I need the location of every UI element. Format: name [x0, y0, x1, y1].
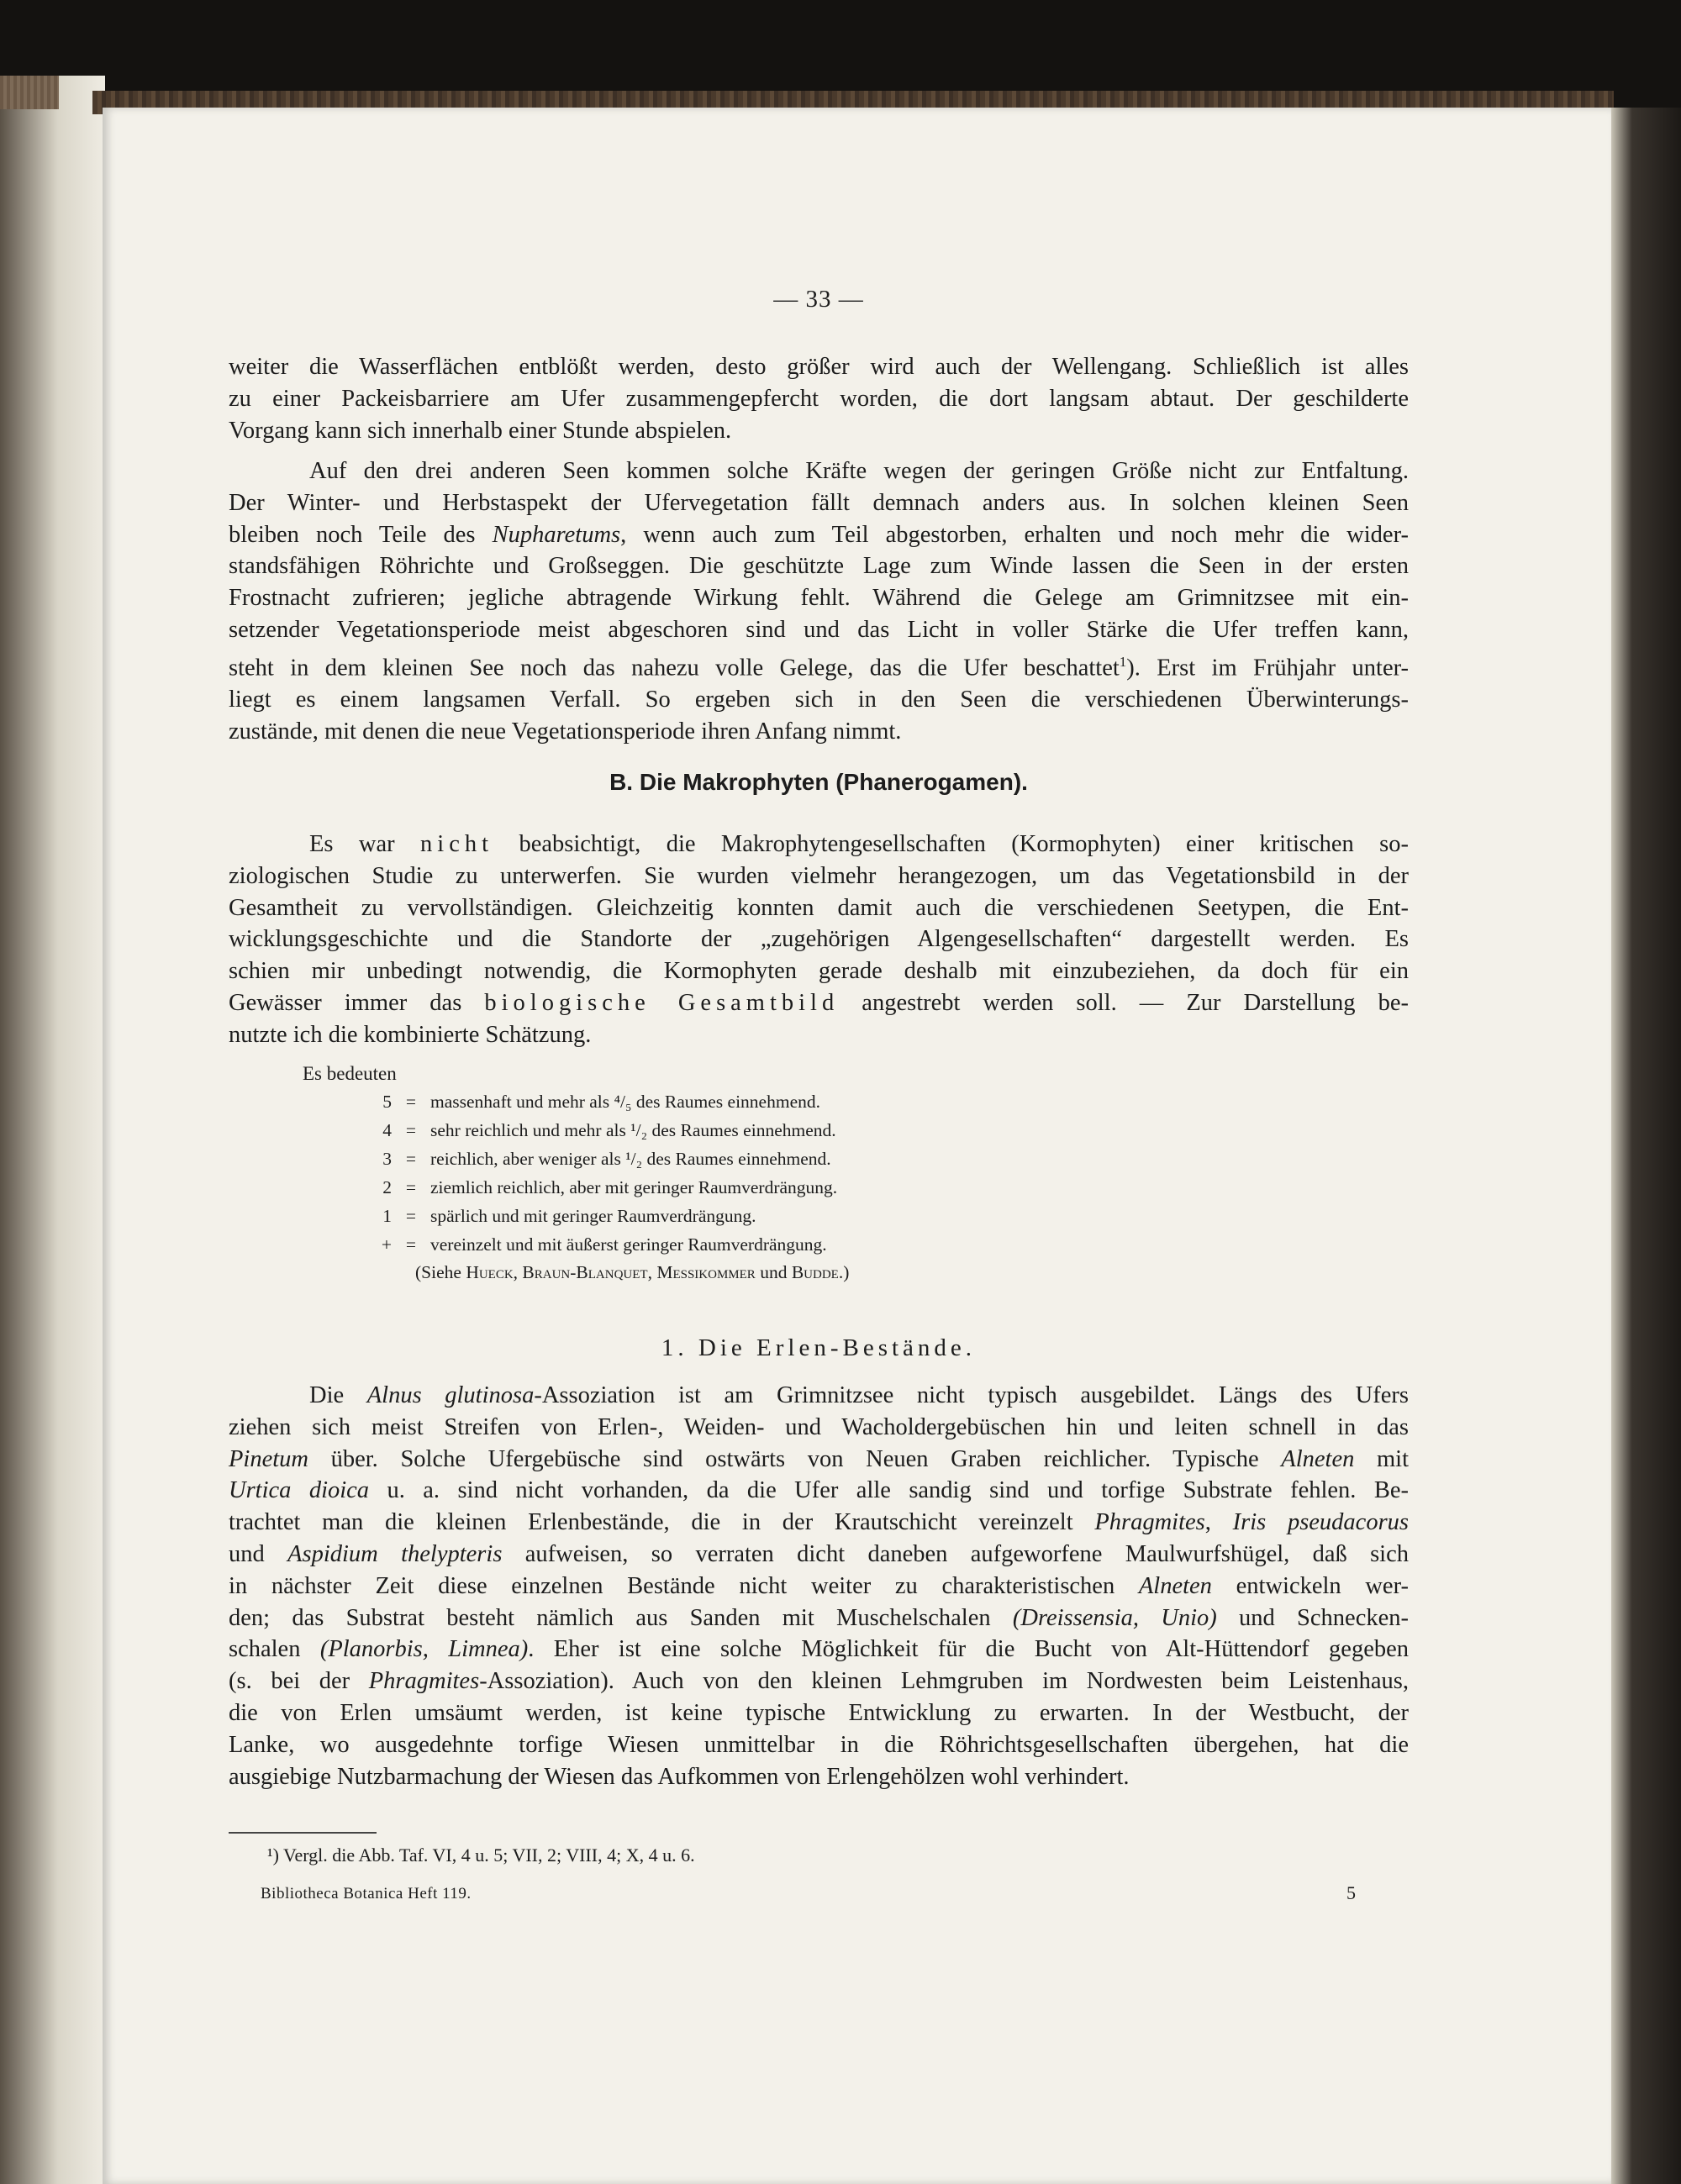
paragraph-line: [229, 1602, 1409, 1634]
legend-text: reichlich, aber weniger als ¹/₂ des Raumes einnehmend.: [430, 1149, 831, 1169]
italic-term: (Planorbis, Limnea): [319, 1636, 529, 1663]
text-run: . Eher ist eine solche Möglichkeit für die Bucht von Alt-Hüttendorf gegeben: [528, 1636, 1409, 1663]
document-page: [103, 108, 1611, 2184]
legend-equals: =: [405, 1234, 417, 1255]
book-cover-cloth: [0, 76, 59, 109]
page-number: — 33 —: [773, 286, 864, 313]
text-run: und: [755, 1262, 792, 1282]
paragraph-line: zu einer Packeisbarriere am Ufer zusammengepfercht worden, die dort langsam abtaut. Der geschilderte: [229, 385, 1409, 412]
paragraph-line: Frostnacht zufrieren; jegliche abtragende Wirkung fehlt. Während die Gelege am Grimnitzsee mit ein-: [229, 585, 1409, 612]
legend-text: vereinzelt und mit äußerst geringer Raumverdrängung.: [430, 1234, 827, 1255]
paragraph-line: ziehen sich meist Streifen von Erlen-, Weiden- und Wacholdergebüschen hin und leiten schnell in das: [229, 1413, 1409, 1440]
emphasis-spaced: biologische Gesamtbild: [484, 989, 840, 1016]
text-run: .): [838, 1262, 850, 1282]
paragraph-line: liegt es einem langsamen Verfall. So ergeben sich in den Seen die verschiedenen Überwinterungs-: [229, 687, 1409, 713]
text-run: angestrebt werden soll. — Zur Darstellung be-: [839, 989, 1409, 1016]
paragraph-line: wicklungsgeschichte und die Standorte der „zugehörigen Algengesellschaften“ dargestellt werden. Es: [229, 926, 1409, 953]
italic-term: Alneten: [1281, 1445, 1355, 1472]
footer-signature: 5: [1346, 1882, 1356, 1903]
text-run: steht in dem kleinen See noch das nahezu volle Gelege, das die Ufer beschattet: [229, 655, 1120, 682]
section-heading-1: 1. Die Erlen-Bestände.: [661, 1334, 977, 1361]
paragraph-line: [229, 987, 1409, 1019]
footnote-divider: [229, 1832, 377, 1834]
legend-source: [415, 1262, 849, 1283]
text-run: ). Erst im Frühjahr unter-: [1126, 655, 1409, 682]
text-run: entwickeln wer-: [1211, 1572, 1409, 1599]
italic-term: Urtica dioica: [229, 1477, 370, 1504]
text-run: Es war: [309, 831, 421, 857]
text-run: beabsichtigt, die Makrophytengesellschaften (Kormophyten) einer kritischen so-: [493, 831, 1409, 857]
legend-row: [372, 1202, 756, 1230]
paragraph-line: setzender Vegetationsperiode meist abgeschoren sind und das Licht in voller Stärke die Ufer treffen kann,: [229, 616, 1409, 643]
paragraph-line: nutzte ich die kombinierte Schätzung.: [229, 1021, 592, 1048]
legend-equals: =: [405, 1177, 417, 1197]
footer-series: Bibliotheca Botanica Heft 119.: [261, 1885, 472, 1902]
author-names: Hueck, Braun-Blanquet, Messikommer: [466, 1262, 756, 1282]
paragraph-line: Der Winter- und Herbstaspekt der Ufervegetation fällt demnach anders aus. In solchen kleinen Seen: [229, 489, 1409, 516]
emphasis-spaced: nicht: [420, 831, 494, 857]
text-run: u. a. sind nicht vorhanden, da die Ufer alle sandig sind und torfige Substrate fehlen. Be-: [369, 1477, 1409, 1504]
footnote-ref: 1: [1119, 653, 1127, 670]
paragraph-line: [229, 519, 1409, 551]
paragraph-line: [229, 1571, 1409, 1602]
text-run: bleiben noch Teile des: [229, 521, 493, 548]
italic-term: Alneten: [1138, 1572, 1212, 1599]
italic-term: Aspidium thelypteris: [287, 1540, 503, 1567]
paragraph-line: standsfähigen Röhrichte und Großseggen. Die geschützte Lage zum Winde lassen die Seen in der ersten: [229, 553, 1409, 580]
legend-key: 3: [382, 1149, 392, 1169]
paragraph-4: [229, 1380, 1409, 1792]
legend-text: ziemlich reichlich, aber mit geringer Raumverdrängung.: [430, 1177, 838, 1197]
legend-equals: =: [405, 1206, 417, 1226]
legend-equals: =: [405, 1092, 417, 1112]
paragraph-line: Gesamtheit zu vervollständigen. Gleichzeitig konnten damit auch die verschiedenen Seetypen, die Ent-: [229, 894, 1409, 921]
paragraph-3: [229, 829, 1409, 1051]
footnote-text: Vergl. die Abb. Taf. VI, 4 u. 5; VII, 2; VIII, 4; X, 4 u. 6.: [278, 1845, 695, 1866]
author-name: Budde: [791, 1262, 839, 1282]
text-run: ,: [1204, 1509, 1233, 1536]
paragraph-line: Lanke, wo ausgedehnte torfige Wiesen unmittelbar in die Röhrichtsgesellschaften übergehen, hat die: [229, 1731, 1409, 1758]
legend-text: sehr reichlich und mehr als ¹/₂ des Raumes einnehmend.: [430, 1120, 836, 1140]
italic-term: Phragmites: [1094, 1509, 1205, 1536]
italic-term: (Dreissensia, Unio): [1012, 1604, 1217, 1631]
footnote: [267, 1845, 1447, 1866]
legend-text: spärlich und mit geringer Raumverdrängung.: [430, 1206, 756, 1226]
paragraph-line: ausgiebige Nutzbarmachung der Wiesen das Aufkommen von Erlengehölzen wohl verhindert.: [229, 1763, 1130, 1790]
legend-row: [372, 1087, 820, 1116]
text-run: mit: [1354, 1445, 1409, 1472]
italic-term: Nupharetums: [492, 521, 621, 548]
text-run: über. Solche Ufergebüsche sind ostwärts von Neuen Graben reichlicher. Typische: [308, 1445, 1282, 1472]
paragraph-line: [229, 1444, 1409, 1476]
legend-key: +: [381, 1234, 392, 1255]
italic-term: Pinetum: [229, 1445, 308, 1472]
paragraph-line: schien mir unbedingt notwendig, die Kormophyten gerade deshalb mit einzubeziehen, da doch für ein: [229, 958, 1409, 985]
legend-key: 2: [382, 1177, 392, 1197]
book-spine-left: [0, 76, 105, 2184]
text-run: und Schnecken-: [1216, 1604, 1409, 1631]
paragraph-1: [229, 351, 1409, 446]
legend-row: [372, 1173, 837, 1202]
text-run: und: [229, 1540, 288, 1567]
legend-equals: =: [405, 1149, 417, 1169]
text-run: den; das Substrat besteht nämlich aus Sanden mit Muschelschalen: [229, 1604, 1013, 1631]
legend-intro: Es bedeuten: [303, 1063, 397, 1084]
paragraph-line: [229, 1507, 1409, 1539]
paragraph-line: [229, 646, 1409, 684]
paragraph-line: [229, 829, 1409, 860]
section-heading-b: B. Die Makrophyten (Phanerogamen).: [609, 769, 1028, 795]
paragraph-line: [229, 1634, 1409, 1666]
legend-row: [372, 1145, 831, 1173]
legend-row: [372, 1230, 827, 1259]
paragraph-line: Auf den drei anderen Seen kommen solche Kräfte wegen der geringen Größe nicht zur Entfaltung.: [309, 458, 1409, 484]
legend-equals: =: [405, 1120, 417, 1140]
paragraph-line: [229, 1539, 1409, 1571]
text-run: Die: [309, 1382, 367, 1408]
footnote-marker: ¹): [267, 1845, 279, 1866]
text-run: -Assoziation). Auch von den kleinen Lehmgruben im Nordwesten beim Leistenhaus,: [479, 1668, 1409, 1695]
text-run: (s. bei der: [229, 1668, 369, 1695]
italic-term: Alnus glutinosa: [366, 1382, 535, 1408]
text-run: Gewässer immer das: [229, 989, 485, 1016]
text-run: , wenn auch zum Teil abgestorben, erhalten und noch mehr die wider-: [620, 521, 1409, 548]
paragraph-line: zustände, mit denen die neue Vegetationsperiode ihren Anfang nimmt.: [229, 718, 902, 745]
text-run: (Siehe: [415, 1262, 466, 1282]
italic-term: Phragmites: [368, 1668, 480, 1695]
paragraph-line: ziologischen Studie zu unterwerfen. Sie wurden vielmehr herangezogen, um das Vegetationsbild in der: [229, 862, 1409, 889]
text-run: schalen: [229, 1636, 320, 1663]
italic-term: Iris pseudacorus: [1232, 1509, 1410, 1536]
book-edge-right: [1611, 108, 1681, 2184]
text-run: -Assoziation ist am Grimnitzsee nicht typisch ausgebildet. Längs des Ufers: [534, 1382, 1409, 1408]
legend-key: 1: [382, 1206, 392, 1226]
text-run: trachtet man die kleinen Erlenbestände, die in der Krautschicht vereinzelt: [229, 1509, 1095, 1536]
paragraph-line: [229, 1666, 1409, 1697]
legend-key: 5: [382, 1092, 392, 1112]
paragraph-line: [229, 1380, 1409, 1412]
text-run: in nächster Zeit diese einzelnen Bestände nicht weiter zu charakteristischen: [229, 1572, 1139, 1599]
paragraph-2: [229, 455, 1409, 748]
legend-text: massenhaft und mehr als ⁴/₅ des Raumes einnehmend.: [430, 1092, 820, 1112]
text-run: aufweisen, so verraten dicht daneben aufgeworfene Maulwurfshügel, daß sich: [502, 1540, 1410, 1567]
paragraph-line: die von Erlen umsäumt werden, ist keine typische Entwicklung zu erwarten. In der Westbucht, der: [229, 1699, 1409, 1726]
paragraph-line: [229, 1475, 1409, 1507]
legend-key: 4: [382, 1120, 392, 1140]
paragraph-line: weiter die Wasserflächen entblößt werden, desto größer wird auch der Wellengang. Schließlich ist alles: [229, 354, 1409, 380]
legend-row: [372, 1116, 836, 1145]
paragraph-line: Vorgang kann sich innerhalb einer Stunde abspielen.: [229, 417, 732, 444]
